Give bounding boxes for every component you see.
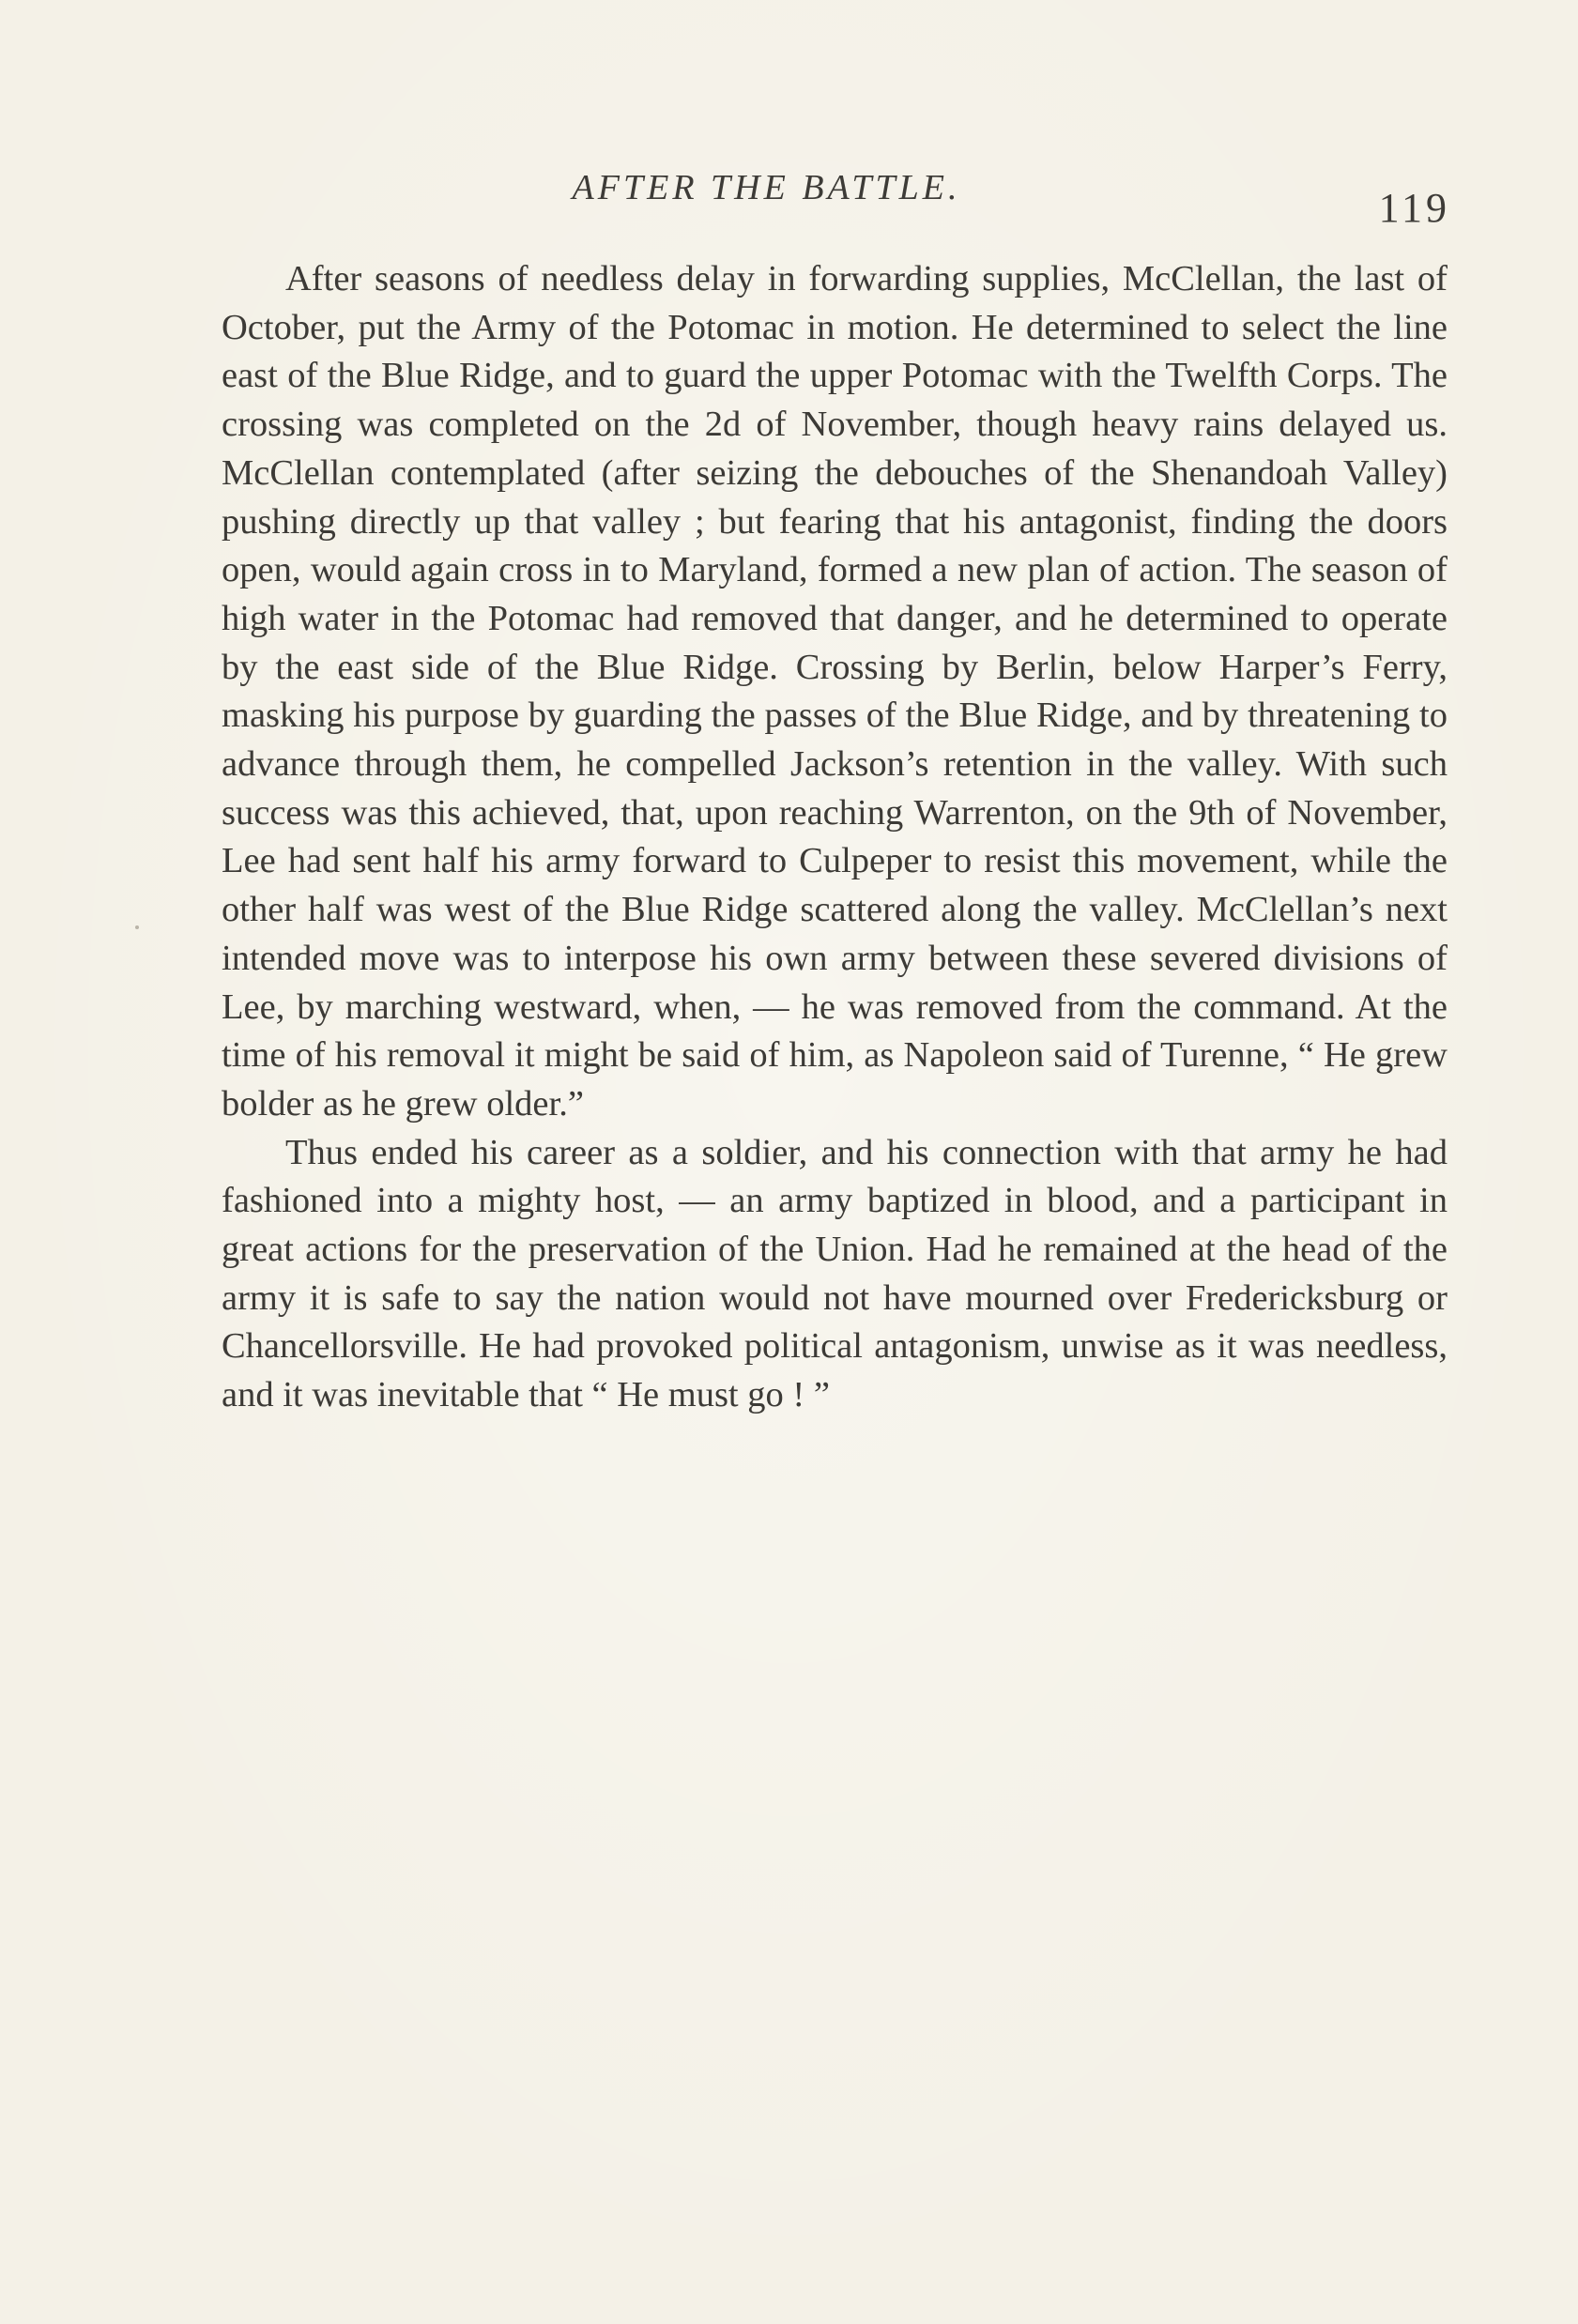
paragraph-2: Thus ended his career as a soldier, and his connection with that army he had fashioned into a mighty host, — an army baptized in blood, and a participant in great actions for the preservation of the Union. Had he remained at the head of the army it is safe to say the nation would not have mourned over Fredericksburg or Chancellorsville. He had provoked political antagonism, unwise as it was needless, and it was inevitable that “ He must go ! ” [222, 1132, 1448, 1415]
margin-speck [135, 925, 139, 929]
paragraph-1: After seasons of needless delay in forwarding supplies, McClellan, the last of October, put the Army of the Potomac in motion. He determined to select the line east of the Blue Ridge, and to guard the upper Potomac with the Twelfth Corps. The crossing was completed on the 2d of November, though heavy rains delayed us. McClellan contemplated (after seizing the debouches of the Shenandoah Valley) pushing directly up that valley ; but fearing that his antagonist, finding the doors open, would again cross in to Maryland, formed a new plan of action. The season of high water in the Potomac had removed that danger, and he determined to operate by the east side of the Blue Ridge. Crossing by Berlin, below Harper’s Ferry, masking his purpose by guarding the passes of the Blue Ridge, and by threatening to advance through them, he compelled Jackson’s retention in the valley. With such success was this achieved, that, upon reaching Warrenton, on the 9th of November, Lee had sent half his army forward to Culpeper to resist this movement, while the other half was west of the Blue Ridge scattered along the valley. McClellan’s next intended move was to interpose his own army between these severed divisions of Lee, by marching westward, when, — he was removed from the command. At the time of his removal it might be said of him, as Napoleon said of Turenne, “ He grew bolder as he grew older.” [222, 259, 1448, 1124]
body-text [222, 255, 1448, 1420]
page-number: 119 [1378, 185, 1450, 231]
running-head [0, 167, 1578, 208]
running-head-title: AFTER THE BATTLE. [572, 168, 961, 207]
